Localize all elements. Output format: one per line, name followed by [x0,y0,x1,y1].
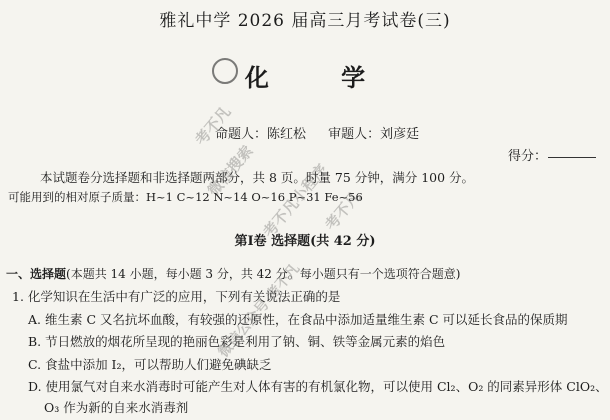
atomic-masses: 可能用到的相对原子质量：H~1 C~12 N~14 O~16 P~31 Fe~56 [8,190,363,204]
subject-title: 化 学 [244,63,398,92]
section-title: 第Ⅰ卷 选择题(共 42 分) [234,234,376,249]
mcq-heading-rest: (本题共 14 小题，每小题 3 分，共 42 分。每小题只有一个选项符合题意) [66,267,461,281]
watermark: 微信公众号 考不凡 [215,260,303,361]
question-1-option-d: D. 使用氯气对自来水消毒时可能产生对人体有害的有机氯化物，可以使用 Cl₂、O₂ 的同素异形体 ClO₂、 [28,379,608,394]
exam-title: 雅礼中学 2026 届高三月考试卷(三) [159,11,451,31]
question-1-option-c: C. 食盐中添加 I₂，可以帮助人们避免碘缺乏 [28,357,272,372]
watermark: 微信搜索 [204,142,257,200]
question-1-stem: 1. 化学知识在生活中有广泛的应用，下列有关说法正确的是 [12,289,341,304]
proposer: 命题人：陈红松 [215,127,307,142]
author-line [215,123,437,142]
reviewer: 审题人：刘彦廷 [328,127,420,142]
score-label: 得分： [508,149,548,164]
score-blank-line [548,157,596,159]
question-1-option-b: B. 节日燃放的烟花所呈现的艳丽色彩是利用了钠、铜、铁等金属元素的焰色 [28,334,446,349]
question-1-option-a: A. 维生素 C 又名抗坏血酸，有较强的还原性，在食品中添加适量维生素 C 可以延长食品的保质期 [28,312,568,327]
mcq-heading [6,265,460,282]
mcq-heading-bold: 一、选择题 [6,267,67,281]
score-field [508,145,547,164]
watermark: 考不凡 [191,102,235,149]
watermark: 考不凡 [321,187,365,234]
instructions-text: 本试题卷分选择题和非选择题两部分，共 8 页。时量 75 分钟，满分 100 分。 [40,170,475,185]
watermark: 考不凡小程序 [259,160,332,242]
question-1-option-d-cont: O₃ 作为新的自来水消毒剂 [44,400,189,415]
